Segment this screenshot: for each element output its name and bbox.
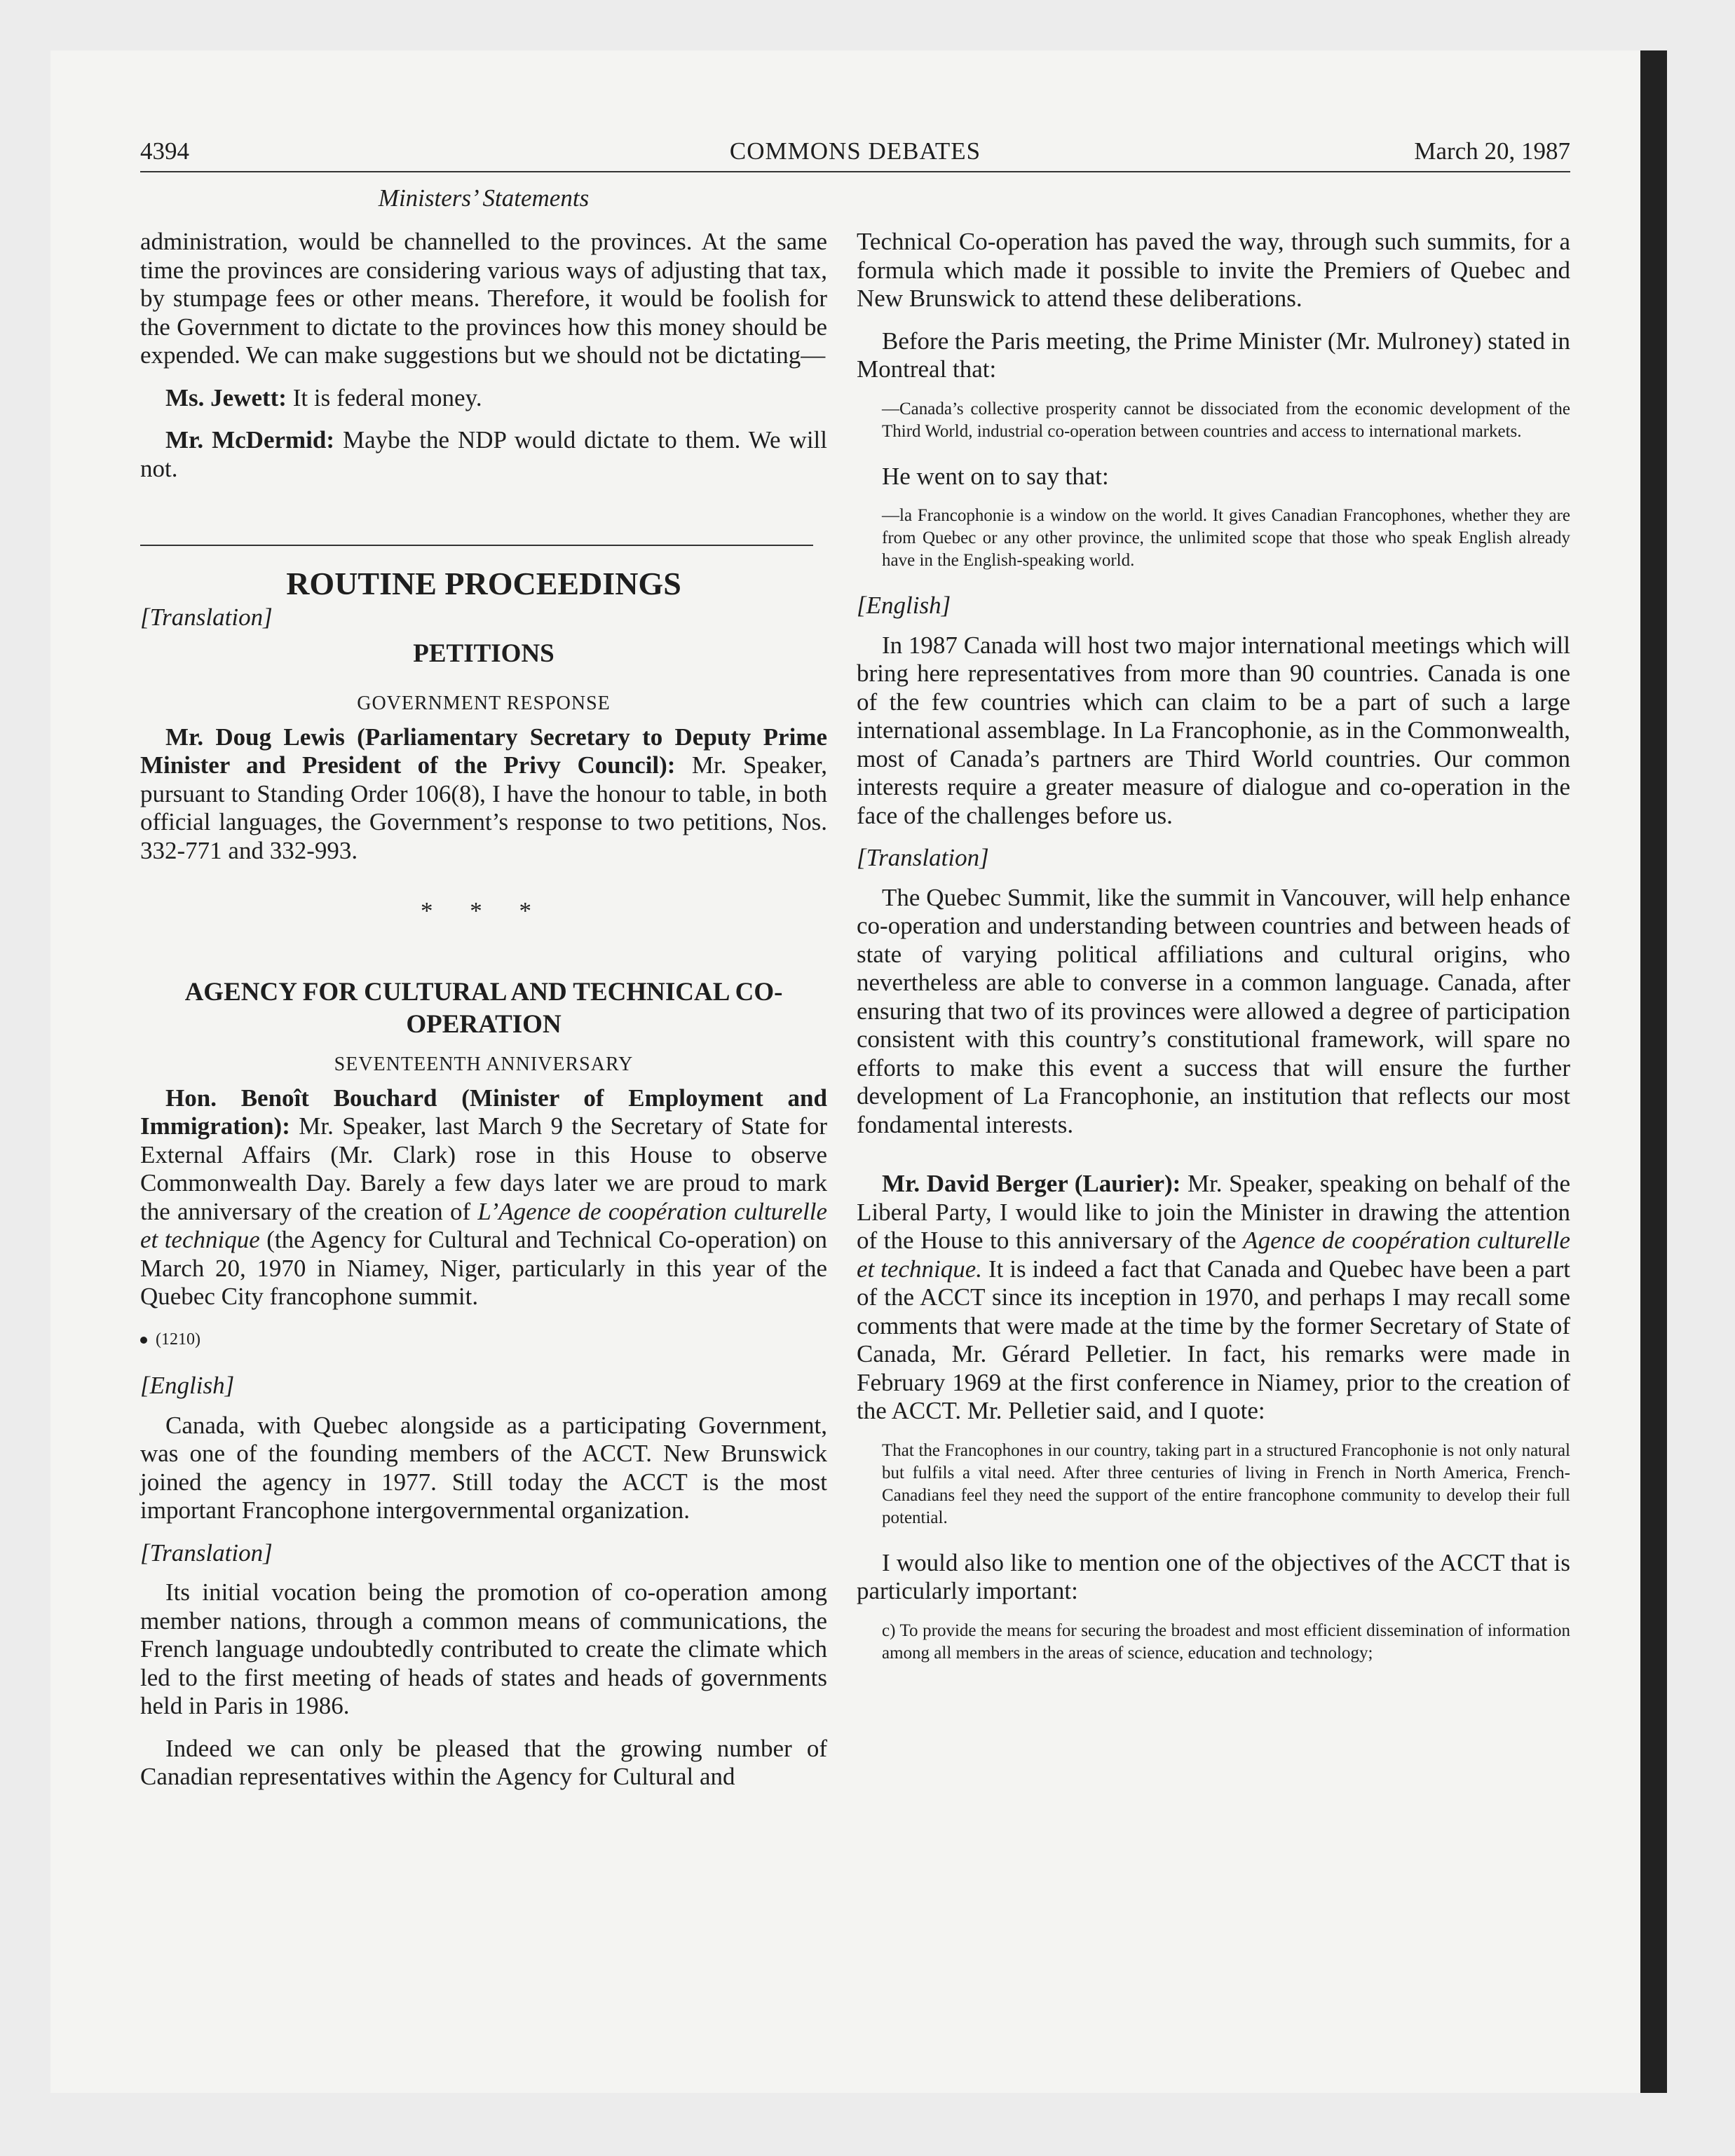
government-response-subheading: GOVERNMENT RESPONSE — [357, 692, 611, 714]
petitions-heading: PETITIONS — [413, 639, 554, 668]
right-column — [857, 228, 1570, 1684]
paragraph-1987-meetings: In 1987 Canada will host two major international meetings which will bring here representatives from more than 90 countries. Canada is one of the few countries which can claim to be a part of such a large international assemblage. In La Francophonie, as in the Commonwealth, most of Canada’s partners are Third World countries. Our common interests require a greater measure of dialogue and co-operation in the face of the challenges before us. — [857, 631, 1570, 829]
paragraph-founding-members: Canada, with Quebec alongside as a participating Government, was one of the founding members of the ACCT. New Brunswick joined the agency in 1977. Still today the ACCT is the most important Francophone intergovernmental organization. — [140, 1411, 827, 1524]
speaker-name: Ms. Jewett: — [165, 383, 287, 411]
section-divider — [140, 545, 813, 546]
bullet-icon — [140, 1337, 147, 1344]
section-separator-stars: * * * — [421, 897, 547, 925]
paragraph-administration: administration, would be channelled to the provinces. At the same time the provinces are considering various ways of adjusting that tax, by stumpage fees or other means. Therefore, it would be foolish for the Government to dictate to the provinces how this money should be expended. We can make suggestions but we should not be dictating— — [140, 228, 827, 369]
page-number: 4394 — [140, 137, 189, 165]
speech-text: Mr. Speaker, last March 9 the Secretary of State for External Affairs (Mr. Clark) rose in this House to observe Commonwealth Day. Barely a few days later we are proud to mark the anniversary of the creation of — [140, 1112, 827, 1225]
section-title: Ministers’ Statements — [378, 184, 590, 212]
quote-acct-objective: c) To provide the means for securing the broadest and most efficient dissemination of information among all members in the areas of science, education and technology; — [882, 1621, 1570, 1663]
translation-tag: [Translation] — [140, 603, 273, 631]
paragraph-bouchard — [140, 1084, 827, 1311]
quote-mulroney-1: —Canada’s collective prosperity cannot be dissociated from the economic development of the Third World, industrial co-operation between countries and access to international markets. — [882, 399, 1570, 441]
paragraph-mention-objective: I would also like to mention one of the objectives of the ACCT that is particularly important: — [857, 1548, 1570, 1604]
scan-edge-bar — [1640, 50, 1667, 2093]
issue-date: March 20, 1987 — [1414, 137, 1570, 165]
agency-name-french: Agence de coopération culturelle et technique. — [857, 1227, 1570, 1283]
translation-tag: [Translation] — [857, 844, 989, 871]
spacer — [857, 1153, 1570, 1170]
speech-text: Mr. Speaker, speaking on behalf of the Liberal Party, I would like to join the Minister in drawing the attention of the House to this anniversary of the — [857, 1170, 1571, 1254]
speaker-name: Mr. David Berger (Laurier): — [882, 1170, 1181, 1197]
agency-name-french: L’Agence de coopération culturelle et technique — [140, 1197, 827, 1253]
speech-text: (the Agency for Cultural and Technical Co-operation) on March 20, 1970 in Niamey, Niger, particularly in this year of the Quebec City francophone summit. — [140, 1226, 827, 1310]
paragraph-technical-cooperation: Technical Co-operation has paved the way, through such summits, for a formula which made it possible to invite the Premiers of Quebec and New Brunswick to attend these deliberations. — [857, 228, 1570, 312]
quote-mulroney-2: —la Francophonie is a window on the world. It gives Canadian Francophones, whether they are from Quebec or any other province, the unlimited scope that those who speak English already have in the English-speaking world. — [882, 506, 1570, 570]
time-marker — [140, 1325, 827, 1354]
quote-pelletier: That the Francophones in our country, taking part in a structured Francophonie is not only natural but fulfils a vital need. After three centuries of living in French in North America, French-Canadians feel they need the support of the entire francophone community to develop their full potential. — [882, 1440, 1570, 1527]
speech-text: Maybe the NDP would dictate to them. We will not. — [140, 426, 828, 482]
page-header — [140, 135, 1570, 172]
paragraph-indeed: Indeed we can only be pleased that the growing number of Canadian representatives within the Agency for Cultural and — [140, 1734, 827, 1790]
paragraph-quebec-summit: The Quebec Summit, like the summit in Vancouver, will help enhance co-operation and understanding between countries and between heads of state of varying political affiliations and cultural origins, who nevertheless are able to converse in a common language. Canada, after ensuring that two of its provinces were allowed a degree of participation consistent with this country’s constitutional framework, will spare no efforts to make this event a success that will ensure the further development of La Francophonie, an institution that reflects our most fondamental interests. — [857, 883, 1570, 1138]
speaker-name: Mr. Doug Lewis (Parliamentary Secretary to Deputy Prime Minister and President of the Privy Council): — [140, 723, 827, 779]
speech-text: It is federal money. — [292, 383, 482, 411]
speaker-name: Hon. Benoît Bouchard (Minister of Employment and Immigration): — [140, 1084, 827, 1140]
agency-heading: AGENCY FOR CULTURAL AND TECHNICAL CO-OPERATION — [184, 977, 783, 1039]
speech-text: Mr. Speaker, pursuant to Standing Order 106(8), I have the honour to table, in both official languages, the Government’s response to two petitions, Nos. 332-771 and 332-993. — [140, 751, 827, 864]
anniversary-subheading: SEVENTEENTH ANNIVERSARY — [334, 1053, 634, 1075]
publication-title: COMMONS DEBATES — [729, 137, 981, 165]
paragraph-initial-vocation: Its initial vocation being the promotion of co-operation among member nations, through a common means of communications, the French language undoubtedly contributed to create the climate which led to the first meeting of heads of states and heads of governments held in Paris in 1986. — [140, 1578, 827, 1719]
paragraph-before-paris: Before the Paris meeting, the Prime Minister (Mr. Mulroney) stated in Montreal that: — [857, 327, 1570, 383]
speech-text: It is indeed a fact that Canada and Quebec have been a part of the ACCT since its inception in 1970, and perhaps I may recall some comments that were made at the time by the former Secretary of State of Canada, Mr. Gérard Pelletier. In fact, his remarks were made in February 1969 at the first conference in Niamey, prior to the creation of the ACCT. Mr. Pelletier said, and I quote: — [857, 1255, 1571, 1424]
paragraph-went-on: He went on to say that: — [882, 462, 1109, 490]
paragraph-lewis — [140, 723, 827, 866]
left-column — [140, 228, 827, 1806]
paragraph-berger — [857, 1170, 1570, 1426]
paragraph-mcdermid — [140, 426, 827, 483]
english-tag: [English] — [140, 1372, 235, 1399]
english-tag: [English] — [857, 592, 951, 619]
time-marker-text: (1210) — [156, 1330, 200, 1349]
speaker-name: Mr. McDermid: — [165, 426, 335, 453]
routine-proceedings-heading: ROUTINE PROCEEDINGS — [286, 566, 681, 601]
translation-tag: [Translation] — [140, 1538, 273, 1567]
paragraph-jewett — [140, 384, 827, 413]
